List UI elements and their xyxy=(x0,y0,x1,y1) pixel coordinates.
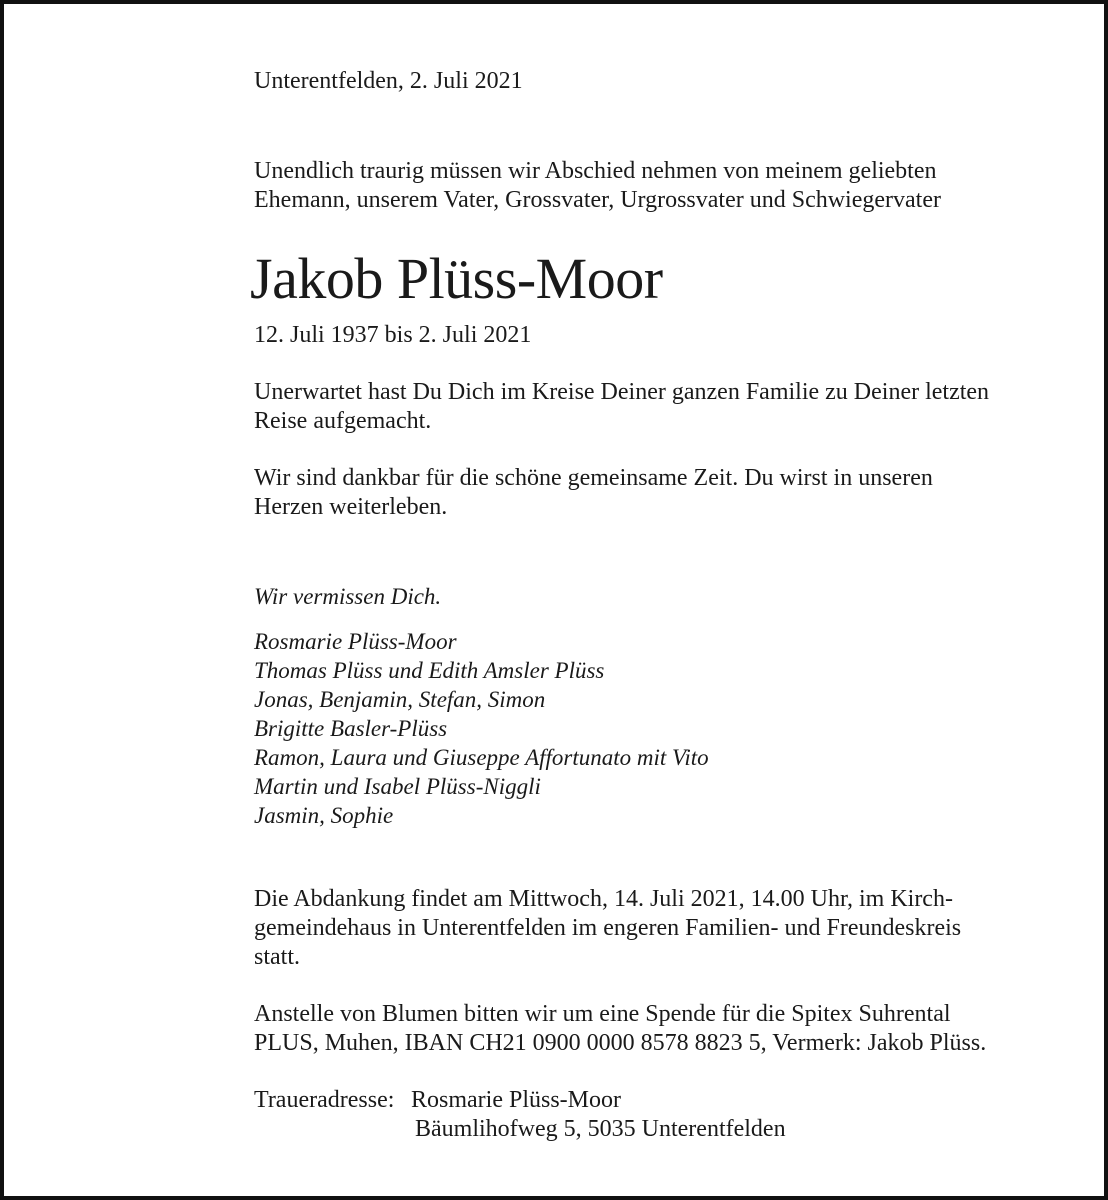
funeral-line: gemeindehaus in Unterentfelden im engeren Familien- und Freundeskreis xyxy=(254,915,962,941)
paragraph-line: Herzen weiterleben. xyxy=(254,494,448,520)
funeral-line: Die Abdankung findet am Mittwoch, 14. Juli 2021, 14.00 Uhr, im Kirch- xyxy=(254,886,953,912)
intro-text xyxy=(254,157,941,215)
address-street: Bäumlihofweg 5, 5035 Unterentfelden xyxy=(415,1116,786,1142)
address-name: Rosmarie Plüss-Moor xyxy=(411,1087,621,1113)
mourning-address xyxy=(254,1086,786,1144)
mourner-item: Jasmin, Sophie xyxy=(254,803,394,828)
address-label: Traueradresse: xyxy=(254,1087,395,1113)
mourner-item: Martin und Isabel Plüss-Niggli xyxy=(254,774,541,799)
paragraph-departure xyxy=(254,378,989,436)
paragraph-line: Reise aufgemacht. xyxy=(254,408,432,434)
paragraph-line: Wir sind dankbar für die schöne gemeinsame Zeit. Du wirst in unseren xyxy=(254,465,933,491)
address-row xyxy=(254,1086,786,1115)
deceased-name: Jakob Plüss-Moor xyxy=(250,246,663,311)
donation-info xyxy=(254,1000,986,1058)
intro-line: Unendlich traurig müssen wir Abschied nehmen von meinem geliebten xyxy=(254,158,937,184)
donation-line: Anstelle von Blumen bitten wir um eine Spende für die Spitex Suhrental xyxy=(254,1001,951,1027)
life-dates: 12. Juli 1937 bis 2. Juli 2021 xyxy=(254,322,532,348)
mourners-list xyxy=(254,627,709,830)
miss-you-line: Wir vermissen Dich. xyxy=(254,584,442,609)
paragraph-line: Unerwartet hast Du Dich im Kreise Deiner ganzen Familie zu Deiner letzten xyxy=(254,379,990,405)
mourner-item: Ramon, Laura und Giuseppe Affortunato mit Vito xyxy=(254,745,709,770)
donation-line: PLUS, Muhen, IBAN CH21 0900 0000 8578 8823 5, Vermerk: Jakob Plüss. xyxy=(254,1030,987,1056)
mourner-item: Rosmarie Plüss-Moor xyxy=(254,629,457,654)
funeral-line: statt. xyxy=(254,944,300,970)
mourner-item: Thomas Plüss und Edith Amsler Plüss xyxy=(254,658,605,683)
intro-line: Ehemann, unserem Vater, Grossvater, Urgrossvater und Schwiegervater xyxy=(254,187,941,213)
funeral-info xyxy=(254,885,961,972)
mourner-item: Jonas, Benjamin, Stefan, Simon xyxy=(254,687,546,712)
paragraph-gratitude xyxy=(254,464,933,522)
place-date: Unterentfelden, 2. Juli 2021 xyxy=(254,68,523,94)
mourner-item: Brigitte Basler-Plüss xyxy=(254,716,448,741)
address-row xyxy=(254,1115,786,1144)
